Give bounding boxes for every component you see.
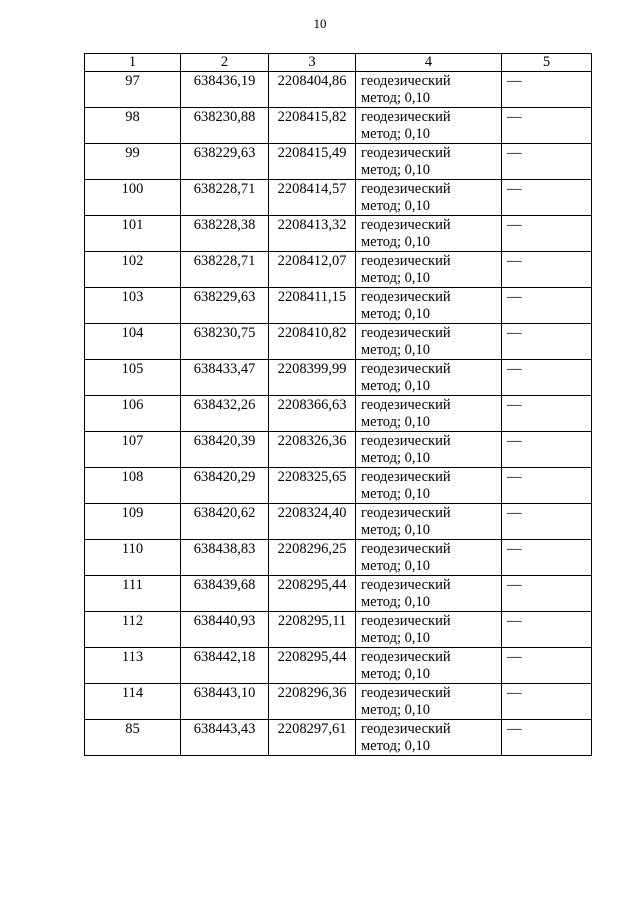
- column-header: 1: [85, 54, 181, 72]
- coordinates-table: [84, 53, 592, 756]
- column-header: 4: [356, 54, 502, 72]
- table-row: [85, 360, 592, 396]
- point-number-cell: 97: [85, 72, 181, 108]
- table-row: [85, 180, 592, 216]
- table-row: [85, 612, 592, 648]
- note-cell: —: [502, 540, 592, 576]
- x-coordinate-cell: 638420,29: [181, 468, 269, 504]
- point-number-cell: 101: [85, 216, 181, 252]
- method-cell: геодезический метод; 0,10: [356, 504, 502, 540]
- method-cell: геодезический метод; 0,10: [356, 468, 502, 504]
- x-coordinate-cell: 638439,68: [181, 576, 269, 612]
- table-row: [85, 144, 592, 180]
- method-cell: геодезический метод; 0,10: [356, 360, 502, 396]
- y-coordinate-cell: 2208295,44: [269, 576, 356, 612]
- y-coordinate-cell: 2208414,57: [269, 180, 356, 216]
- point-number-cell: 109: [85, 504, 181, 540]
- point-number-cell: 108: [85, 468, 181, 504]
- note-cell: —: [502, 720, 592, 756]
- y-coordinate-cell: 2208296,36: [269, 684, 356, 720]
- table-row: [85, 108, 592, 144]
- note-cell: —: [502, 684, 592, 720]
- point-number-cell: 85: [85, 720, 181, 756]
- method-cell: геодезический метод; 0,10: [356, 612, 502, 648]
- point-number-cell: 106: [85, 396, 181, 432]
- x-coordinate-cell: 638433,47: [181, 360, 269, 396]
- note-cell: —: [502, 396, 592, 432]
- point-number-cell: 98: [85, 108, 181, 144]
- point-number-cell: 114: [85, 684, 181, 720]
- method-cell: геодезический метод; 0,10: [356, 684, 502, 720]
- table-row: [85, 324, 592, 360]
- table-row: [85, 252, 592, 288]
- x-coordinate-cell: 638420,39: [181, 432, 269, 468]
- point-number-cell: 110: [85, 540, 181, 576]
- point-number-cell: 102: [85, 252, 181, 288]
- note-cell: —: [502, 504, 592, 540]
- method-cell: геодезический метод; 0,10: [356, 144, 502, 180]
- x-coordinate-cell: 638228,38: [181, 216, 269, 252]
- point-number-cell: 113: [85, 648, 181, 684]
- y-coordinate-cell: 2208404,86: [269, 72, 356, 108]
- table-row: [85, 396, 592, 432]
- method-cell: геодезический метод; 0,10: [356, 252, 502, 288]
- note-cell: —: [502, 252, 592, 288]
- table-row: [85, 648, 592, 684]
- note-cell: —: [502, 612, 592, 648]
- column-header: 5: [502, 54, 592, 72]
- method-cell: геодезический метод; 0,10: [356, 288, 502, 324]
- point-number-cell: 111: [85, 576, 181, 612]
- x-coordinate-cell: 638228,71: [181, 252, 269, 288]
- note-cell: —: [502, 144, 592, 180]
- note-cell: —: [502, 216, 592, 252]
- table-row: [85, 576, 592, 612]
- method-cell: геодезический метод; 0,10: [356, 576, 502, 612]
- x-coordinate-cell: 638443,43: [181, 720, 269, 756]
- y-coordinate-cell: 2208296,25: [269, 540, 356, 576]
- x-coordinate-cell: 638229,63: [181, 144, 269, 180]
- table-header-row: [85, 54, 592, 72]
- note-cell: —: [502, 108, 592, 144]
- point-number-cell: 99: [85, 144, 181, 180]
- method-cell: геодезический метод; 0,10: [356, 540, 502, 576]
- y-coordinate-cell: 2208326,36: [269, 432, 356, 468]
- table-row: [85, 504, 592, 540]
- x-coordinate-cell: 638438,83: [181, 540, 269, 576]
- x-coordinate-cell: 638440,93: [181, 612, 269, 648]
- x-coordinate-cell: 638436,19: [181, 72, 269, 108]
- method-cell: геодезический метод; 0,10: [356, 432, 502, 468]
- point-number-cell: 100: [85, 180, 181, 216]
- x-coordinate-cell: 638420,62: [181, 504, 269, 540]
- x-coordinate-cell: 638229,63: [181, 288, 269, 324]
- y-coordinate-cell: 2208295,44: [269, 648, 356, 684]
- y-coordinate-cell: 2208415,49: [269, 144, 356, 180]
- y-coordinate-cell: 2208415,82: [269, 108, 356, 144]
- y-coordinate-cell: 2208413,32: [269, 216, 356, 252]
- y-coordinate-cell: 2208297,61: [269, 720, 356, 756]
- method-cell: геодезический метод; 0,10: [356, 108, 502, 144]
- note-cell: —: [502, 360, 592, 396]
- y-coordinate-cell: 2208366,63: [269, 396, 356, 432]
- x-coordinate-cell: 638228,71: [181, 180, 269, 216]
- note-cell: —: [502, 180, 592, 216]
- x-coordinate-cell: 638432,26: [181, 396, 269, 432]
- note-cell: —: [502, 576, 592, 612]
- method-cell: геодезический метод; 0,10: [356, 180, 502, 216]
- method-cell: геодезический метод; 0,10: [356, 396, 502, 432]
- table-row: [85, 216, 592, 252]
- table-row: [85, 684, 592, 720]
- table-row: [85, 288, 592, 324]
- method-cell: геодезический метод; 0,10: [356, 216, 502, 252]
- method-cell: геодезический метод; 0,10: [356, 324, 502, 360]
- note-cell: —: [502, 324, 592, 360]
- y-coordinate-cell: 2208412,07: [269, 252, 356, 288]
- y-coordinate-cell: 2208399,99: [269, 360, 356, 396]
- y-coordinate-cell: 2208411,15: [269, 288, 356, 324]
- table-body: [85, 72, 592, 756]
- note-cell: —: [502, 648, 592, 684]
- table-row: [85, 720, 592, 756]
- note-cell: —: [502, 468, 592, 504]
- method-cell: геодезический метод; 0,10: [356, 648, 502, 684]
- method-cell: геодезический метод; 0,10: [356, 720, 502, 756]
- method-cell: геодезический метод; 0,10: [356, 72, 502, 108]
- table-row: [85, 468, 592, 504]
- x-coordinate-cell: 638443,10: [181, 684, 269, 720]
- note-cell: —: [502, 288, 592, 324]
- table-row: [85, 72, 592, 108]
- column-header: 2: [181, 54, 269, 72]
- column-header: 3: [269, 54, 356, 72]
- y-coordinate-cell: 2208295,11: [269, 612, 356, 648]
- y-coordinate-cell: 2208410,82: [269, 324, 356, 360]
- table-row: [85, 432, 592, 468]
- x-coordinate-cell: 638230,88: [181, 108, 269, 144]
- x-coordinate-cell: 638442,18: [181, 648, 269, 684]
- point-number-cell: 107: [85, 432, 181, 468]
- point-number-cell: 104: [85, 324, 181, 360]
- x-coordinate-cell: 638230,75: [181, 324, 269, 360]
- table-row: [85, 540, 592, 576]
- y-coordinate-cell: 2208325,65: [269, 468, 356, 504]
- y-coordinate-cell: 2208324,40: [269, 504, 356, 540]
- page-number: 10: [313, 16, 327, 31]
- point-number-cell: 105: [85, 360, 181, 396]
- point-number-cell: 112: [85, 612, 181, 648]
- note-cell: —: [502, 432, 592, 468]
- note-cell: —: [502, 72, 592, 108]
- point-number-cell: 103: [85, 288, 181, 324]
